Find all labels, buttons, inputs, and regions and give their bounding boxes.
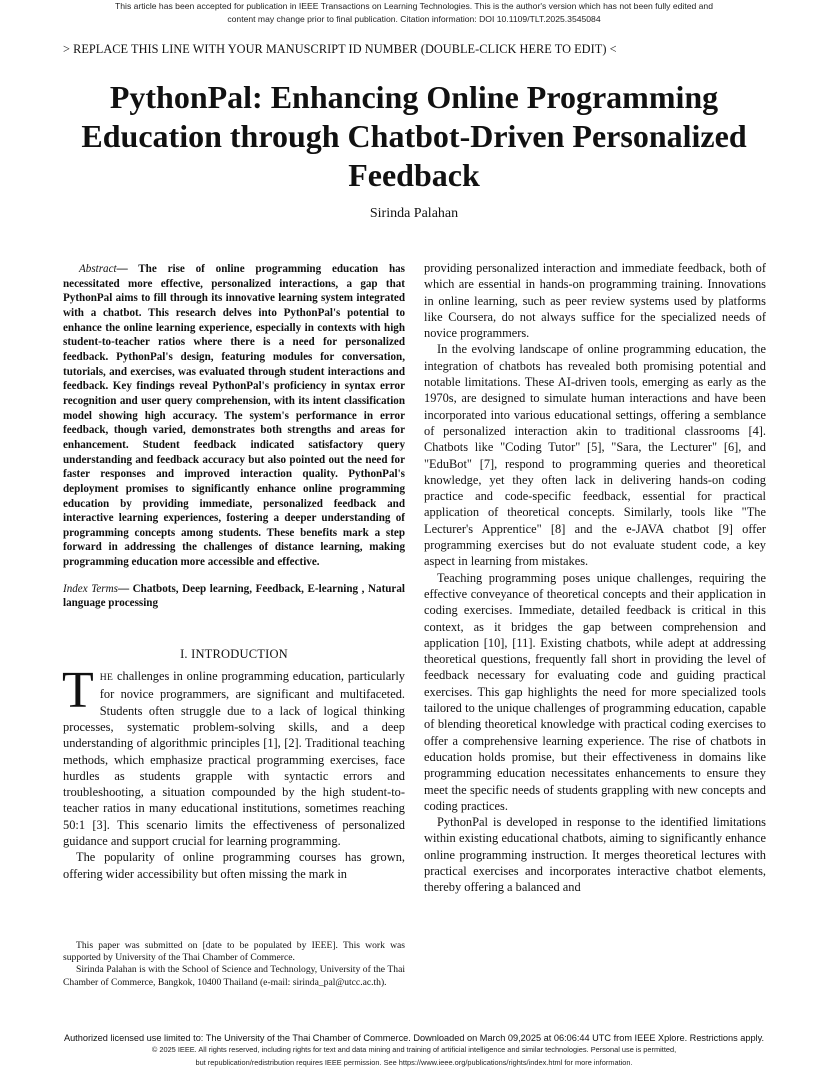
abstract: [63, 262, 405, 570]
copyright-line-1: © 2025 IEEE. All rights reserved, including rights for text and data mining and training of artificial intelligence and similar technologies. Personal use is permitted,: [151, 1045, 677, 1054]
abstract-lead: Abstract: [79, 263, 117, 275]
right-paragraph-1: providing personalized interaction and immediate feedback, both of which are essential in hands-on programming training. Innovations in online learning, such as peer review systems used by platforms like Coursera, do not always suffice for the specialized needs of novice programmers.: [424, 261, 766, 341]
author-name: Sirinda Palahan: [369, 206, 459, 221]
footnote-affiliation: Sirinda Palahan is with the School of Science and Technology, University of the Thai Chamber of Commerce, Bangkok, 10400 Thailand (e-mail: sirinda_pal@utcc.ac.th).: [63, 964, 405, 988]
footnote-submission: This paper was submitted on [date to be populated by IEEE]. This work was supported by University of the Thai Chamber of Commerce.: [63, 940, 405, 964]
intro-p1-text: challenges in online programming education, particularly for novice programmers, are significant and multifaceted. Students often struggle due to a lack of logical thinking processes, systematic problem-solving skills, and a deep understanding of algorithmic principles [1], [2]. Traditional teaching methods, which emphasize practical programming exercises, face hurdles as students grapple with syntactic errors and troubleshooting, a situation compounded by the high student-to-teacher ratios in many educational institutions, sometimes reaching 50:1 [3]. This scenario limits the effectiveness of personalized guidance and support crucial for learning programming.: [63, 669, 405, 849]
right-column: [424, 260, 766, 896]
right-paragraph-3: Teaching programming poses unique challenges, requiring the effective conveyance of theoretical concepts and their application in coding exercises. Immediate, detailed feedback is critical in this context, as it bridges the gap between comprehension and application [10], [11]. Existing chatbots, while adept at addressing theoretical questions, frequently fall short in providing the level of feedback necessary for evaluating code and guiding practical exercises. This gap highlights the need for more specialized tools tailored to the unique challenges of programming education, capable of blending theoretical knowledge with practical coding exercises to offer a comprehensive learning experience. The rise of chatbots in education holds promise, but their effectiveness in domains like programming education necessitates enhancements to ensure they meet the specific needs of students grappling with new concepts and coding practices.: [424, 570, 766, 813]
section-heading-introduction: I. INTRODUCTION: [180, 647, 288, 662]
notice-line-1: This article has been accepted for publication in IEEE Transactions on Learning Technologies. This is the author's version which has not been fully edited and: [115, 1, 713, 11]
right-paragraph-4: PythonPal is developed in response to the identified limitations within existing educational chatbots, aiming to significantly enhance online programming instruction. It merges theoretical lectures with practical exercises and incorporates interactive chatbot elements, thereby offering a balanced and: [424, 815, 766, 895]
manuscript-id-line: > REPLACE THIS LINE WITH YOUR MANUSCRIPT ID NUMBER (DOUBLE-CLICK HERE TO EDIT) <: [63, 42, 617, 56]
abstract-body: — The rise of online programming education has necessitated more effective, personalized interactions, a gap that PythonPal aims to fill through its innovative learning system integrated with a chatbot. This research delves into PythonPal's potential to enhance the online learning experience, especially in contexts with high student-to-teacher ratios where there is a need for personalized feedback. PythonPal's design, featuring modules for conversation, tutorials, and exercises, was evaluated through student interactions and feedback. Key findings reveal PythonPal's proficiency in syntax error recognition and user query comprehension, with its intent classification model showing high accuracy. The system's performance in error feedback, though varied, demonstrates both strengths and areas for enhancement. Student feedback indicated satisfactory query understanding and feedback accuracy but also pointed out the need for faster responses and improved interaction quality. PythonPal's deployment promises to significantly enhance online programming education by providing immediate, personalized feedback and interactive learning experiences, fostering a deeper understanding of programming concepts among students. These benefits mark a step forward in addressing the challenges of distance learning, making programming education more accessible and effective.: [63, 263, 405, 569]
footnotes: [63, 940, 405, 989]
drop-cap: T: [62, 662, 94, 720]
intro-paragraph-1: [62, 662, 405, 849]
paper-title: PythonPal: Enhancing Online Programming Education through Chatbot-Driven Personalized Feedback: [81, 79, 747, 193]
license-notice: Authorized licensed use limited to: The University of the Thai Chamber of Commerce. Downloaded on March 09,2025 at 06:06:44 UTC from IEEE Xplore. Restrictions apply.: [63, 1033, 765, 1043]
copyright-line-2: but republication/redistribution requires IEEE permission. See https://www.ieee.org/publications/rights/index.html for more information.: [195, 1058, 633, 1067]
top-publication-notice: [0, 0, 828, 26]
index-terms: [63, 582, 405, 611]
left-column: [63, 262, 405, 882]
notice-line-2: content may change prior to final publication. Citation information: DOI 10.1109/TLT.2025.3545084: [227, 14, 601, 24]
index-terms-body: — Chatbots, Deep learning, Feedback, E-learning , Natural language processing: [63, 582, 405, 610]
index-terms-lead: Index Terms: [63, 582, 118, 595]
intro-paragraph-2: The popularity of online programming courses has grown, offering wider accessibility but often missing the mark in: [63, 850, 405, 881]
intro-smallcaps: HE: [99, 672, 114, 684]
right-paragraph-2: In the evolving landscape of online programming education, the integration of chatbots has revealed both promising potential and notable limitations. These AI-driven tools, emerging as early as the 1970s, are designed to simulate human interactions and have been incorporated into various educational settings, offering a semblance of personalized interaction akin to traditional classrooms [4]. Chatbots like "Coding Tutor" [5], "Sara, the Lecturer" [6], and "EduBot" [7], respond to programming queries and theoretical knowledge, yet they often lack in delivering hands-on coding practice and code-specific feedback, essential for practical application of theoretical concepts. Similarly, tools like "The Lecturer's Apprentice" [8] and the e-JAVA chatbot [9] offer programming exercises but do not evaluate student code, a key aspect in learning from mistakes.: [424, 342, 766, 569]
